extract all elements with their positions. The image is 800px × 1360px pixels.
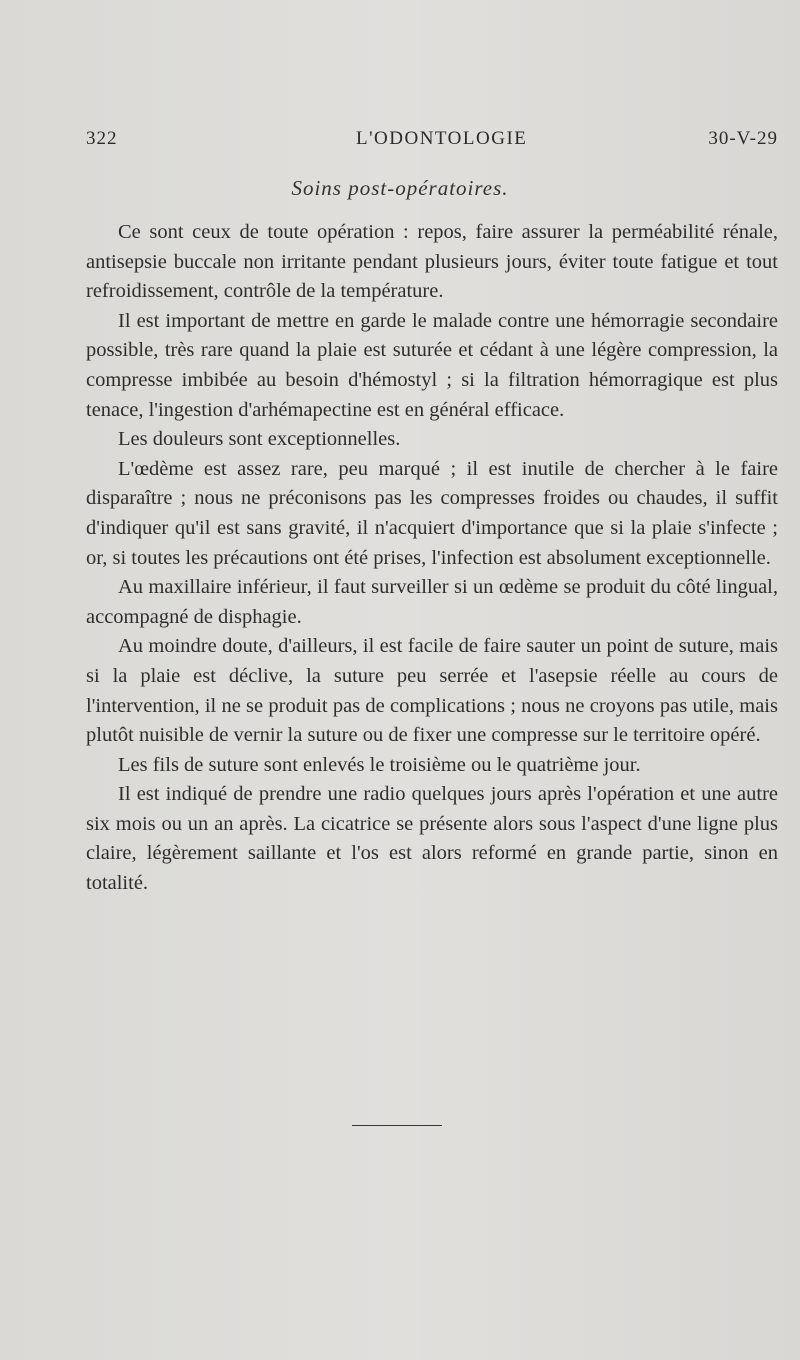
paragraph: Il est important de mettre en garde le malade contre une hémorragie secondaire possible, très rare quand la plaie est suturée et cédant à une légère compression, la compresse imbibée au besoin d'hémostyl ; si la filtration hémorragique est plus tenace, l'ingestion d'arhémapectine est en général efficace. [86,309,778,421]
paragraph: Les fils de suture sont enlevés le troisième ou le quatrième jour. [118,753,641,776]
paragraph: Il est indiqué de prendre une radio quelques jours après l'opération et une autre six mois ou un an après. La cicatrice se présente alors sous l'aspect d'une ligne plus claire, légèrement saillante et l'os est alors reformé en grande partie, sinon en totalité. [86,783,778,895]
paragraph: L'œdème est assez rare, peu marqué ; il est inutile de chercher à le faire disparaître ; nous ne préconisons pas les compresses froides ou chaudes, il suffit d'indiquer qu'il est sans gravité, il n'acquiert d'importance que si la plaie s'infecte ; or, si toutes les précautions ont été prises, l'infection est absolument exceptionnelle. [86,457,778,569]
issue-date: 30-V-29 [708,128,778,149]
end-rule [352,1125,442,1126]
paragraph: Au moindre doute, d'ailleurs, il est facile de faire sauter un point de suture, mais si la plaie est déclive, la suture peu serrée et l'asepsie réelle au cours de l'intervention, il ne se produit pas de complications ; nous ne croyons pas utile, mais plutôt nuisible de vernir la suture ou de fixer une compresse sur le territoire opéré. [86,635,778,747]
paragraph: Au maxillaire inférieur, il faut surveiller si un œdème se produit du côté lingual, accompagné de disphagie. [86,576,778,628]
journal-title: L'ODONTOLOGIE [356,128,528,149]
page-number: 322 [86,128,118,149]
running-header [86,128,778,158]
body-text [86,218,778,899]
section-title: Soins post-opératoires. [291,176,509,200]
paragraph: Ce sont ceux de toute opération : repos, faire assurer la perméabilité rénale, antisepsie buccale non irritante pendant plusieurs jours, éviter toute fatigue et tout refroidissement, contrôle de la température. [86,221,778,303]
paragraph: Les douleurs sont exceptionnelles. [118,428,401,451]
